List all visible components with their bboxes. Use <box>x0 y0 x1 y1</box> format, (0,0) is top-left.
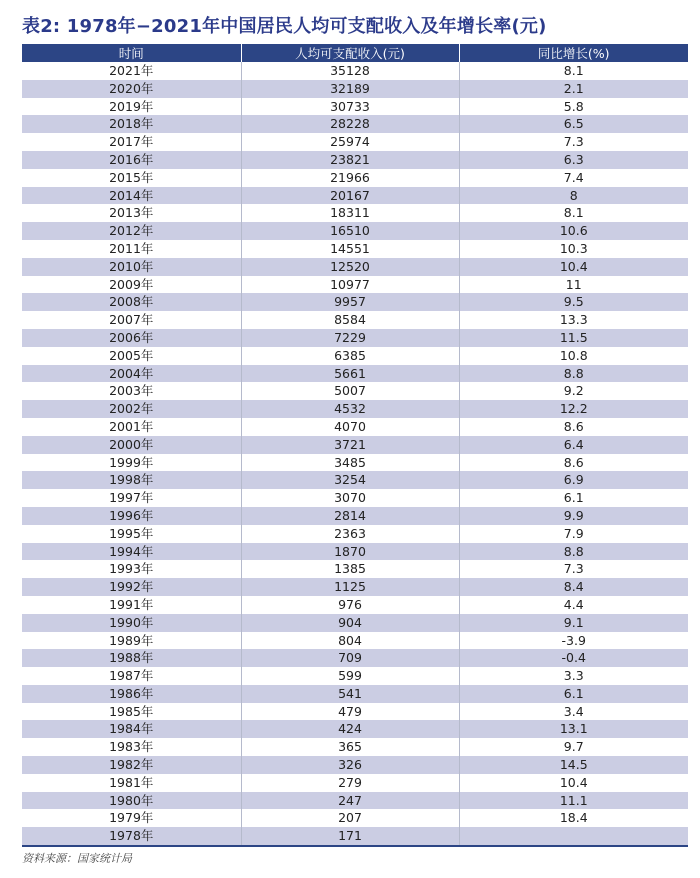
cell-growth: 11.5 <box>459 329 688 347</box>
table-row <box>22 720 688 738</box>
cell-income: 3721 <box>241 436 459 454</box>
cell-income: 3485 <box>241 454 459 472</box>
cell-growth: 6.5 <box>459 115 688 133</box>
cell-growth: -3.9 <box>459 632 688 650</box>
header-growth: 同比增长(%) <box>459 44 688 62</box>
cell-growth: 7.9 <box>459 525 688 543</box>
table-row <box>22 596 688 614</box>
cell-income: 479 <box>241 703 459 721</box>
cell-year: 1989年 <box>22 632 241 650</box>
table-row <box>22 685 688 703</box>
cell-year: 2008年 <box>22 293 241 311</box>
cell-growth: 8.8 <box>459 365 688 383</box>
cell-growth: 8.6 <box>459 418 688 436</box>
cell-year: 1999年 <box>22 454 241 472</box>
table-row <box>22 311 688 329</box>
cell-year: 2002年 <box>22 400 241 418</box>
table-row <box>22 738 688 756</box>
cell-year: 1994年 <box>22 543 241 561</box>
table-row <box>22 614 688 632</box>
cell-growth: 4.4 <box>459 596 688 614</box>
table-row <box>22 525 688 543</box>
header-year: 时间 <box>22 44 241 62</box>
table-row <box>22 667 688 685</box>
cell-growth: -0.4 <box>459 649 688 667</box>
cell-year: 2004年 <box>22 365 241 383</box>
cell-year: 1983年 <box>22 738 241 756</box>
cell-income: 279 <box>241 774 459 792</box>
table-row <box>22 151 688 169</box>
cell-year: 1981年 <box>22 774 241 792</box>
table-row <box>22 169 688 187</box>
cell-year: 1985年 <box>22 703 241 721</box>
cell-year: 2012年 <box>22 222 241 240</box>
cell-year: 2011年 <box>22 240 241 258</box>
cell-year: 2000年 <box>22 436 241 454</box>
table-row <box>22 133 688 151</box>
table-row <box>22 293 688 311</box>
table-body <box>22 62 688 846</box>
cell-growth: 11 <box>459 276 688 294</box>
cell-growth: 9.1 <box>459 614 688 632</box>
cell-year: 2007年 <box>22 311 241 329</box>
cell-year: 2020年 <box>22 80 241 98</box>
cell-growth: 9.5 <box>459 293 688 311</box>
table-header <box>22 44 688 62</box>
table-row <box>22 543 688 561</box>
cell-income: 35128 <box>241 62 459 80</box>
cell-income: 14551 <box>241 240 459 258</box>
table-row <box>22 471 688 489</box>
table-row <box>22 489 688 507</box>
table-row <box>22 507 688 525</box>
cell-year: 2014年 <box>22 187 241 205</box>
cell-year: 2005年 <box>22 347 241 365</box>
cell-year: 1982年 <box>22 756 241 774</box>
table-row <box>22 774 688 792</box>
table-row <box>22 115 688 133</box>
table-row <box>22 187 688 205</box>
cell-year: 1990年 <box>22 614 241 632</box>
cell-income: 709 <box>241 649 459 667</box>
cell-income: 976 <box>241 596 459 614</box>
cell-income: 6385 <box>241 347 459 365</box>
cell-growth: 10.6 <box>459 222 688 240</box>
cell-year: 1998年 <box>22 471 241 489</box>
table-row <box>22 258 688 276</box>
income-table <box>22 44 688 847</box>
table-row <box>22 703 688 721</box>
cell-growth: 8.8 <box>459 543 688 561</box>
cell-income: 3070 <box>241 489 459 507</box>
table-row <box>22 827 688 846</box>
table-row <box>22 347 688 365</box>
cell-year: 1988年 <box>22 649 241 667</box>
cell-income: 2814 <box>241 507 459 525</box>
cell-income: 23821 <box>241 151 459 169</box>
table-row <box>22 204 688 222</box>
cell-income: 18311 <box>241 204 459 222</box>
cell-year: 1987年 <box>22 667 241 685</box>
income-table-container <box>22 44 688 847</box>
cell-growth: 6.1 <box>459 489 688 507</box>
cell-income: 5007 <box>241 382 459 400</box>
cell-income: 30733 <box>241 98 459 116</box>
cell-income: 365 <box>241 738 459 756</box>
table-row <box>22 560 688 578</box>
table-row <box>22 276 688 294</box>
cell-year: 1984年 <box>22 720 241 738</box>
table-row <box>22 329 688 347</box>
cell-income: 4070 <box>241 418 459 436</box>
cell-year: 1993年 <box>22 560 241 578</box>
cell-growth: 6.1 <box>459 685 688 703</box>
cell-year: 1980年 <box>22 792 241 810</box>
cell-growth: 18.4 <box>459 809 688 827</box>
cell-income: 541 <box>241 685 459 703</box>
cell-year: 2015年 <box>22 169 241 187</box>
cell-growth: 3.3 <box>459 667 688 685</box>
cell-income: 21966 <box>241 169 459 187</box>
table-row <box>22 792 688 810</box>
cell-year: 2009年 <box>22 276 241 294</box>
cell-income: 28228 <box>241 115 459 133</box>
table-row <box>22 80 688 98</box>
cell-growth: 9.9 <box>459 507 688 525</box>
table-row <box>22 436 688 454</box>
table-row <box>22 756 688 774</box>
cell-growth: 5.8 <box>459 98 688 116</box>
cell-year: 2016年 <box>22 151 241 169</box>
table-row <box>22 240 688 258</box>
table-row <box>22 222 688 240</box>
cell-year: 2017年 <box>22 133 241 151</box>
header-row <box>22 44 688 62</box>
cell-growth: 9.2 <box>459 382 688 400</box>
table-row <box>22 649 688 667</box>
cell-growth: 11.1 <box>459 792 688 810</box>
cell-income: 16510 <box>241 222 459 240</box>
header-income: 人均可支配收入(元) <box>241 44 459 62</box>
cell-growth: 9.7 <box>459 738 688 756</box>
cell-year: 2018年 <box>22 115 241 133</box>
table-row <box>22 809 688 827</box>
cell-growth: 14.5 <box>459 756 688 774</box>
cell-growth: 10.4 <box>459 258 688 276</box>
cell-year: 2019年 <box>22 98 241 116</box>
cell-growth: 10.4 <box>459 774 688 792</box>
cell-income: 599 <box>241 667 459 685</box>
cell-growth: 8.1 <box>459 204 688 222</box>
cell-income: 424 <box>241 720 459 738</box>
cell-growth: 8.1 <box>459 62 688 80</box>
cell-growth: 6.3 <box>459 151 688 169</box>
cell-income: 5661 <box>241 365 459 383</box>
cell-income: 804 <box>241 632 459 650</box>
cell-growth: 13.3 <box>459 311 688 329</box>
table-row <box>22 418 688 436</box>
cell-year: 1995年 <box>22 525 241 543</box>
cell-growth: 6.9 <box>459 471 688 489</box>
cell-income: 171 <box>241 827 459 846</box>
cell-year: 1986年 <box>22 685 241 703</box>
cell-income: 207 <box>241 809 459 827</box>
cell-income: 3254 <box>241 471 459 489</box>
cell-income: 2363 <box>241 525 459 543</box>
cell-year: 2010年 <box>22 258 241 276</box>
cell-growth: 6.4 <box>459 436 688 454</box>
cell-year: 2006年 <box>22 329 241 347</box>
table-row <box>22 400 688 418</box>
cell-income: 1870 <box>241 543 459 561</box>
cell-income: 12520 <box>241 258 459 276</box>
cell-income: 10977 <box>241 276 459 294</box>
table-row <box>22 632 688 650</box>
cell-year: 1979年 <box>22 809 241 827</box>
cell-income: 1385 <box>241 560 459 578</box>
cell-growth: 8.4 <box>459 578 688 596</box>
cell-growth: 7.3 <box>459 560 688 578</box>
cell-income: 25974 <box>241 133 459 151</box>
cell-growth: 12.2 <box>459 400 688 418</box>
cell-growth: 8 <box>459 187 688 205</box>
table-title: 表2: 1978年−2021年中国居民人均可支配收入及年增长率(元) <box>22 16 547 37</box>
cell-year: 2003年 <box>22 382 241 400</box>
table-row <box>22 382 688 400</box>
cell-income: 1125 <box>241 578 459 596</box>
cell-growth: 8.6 <box>459 454 688 472</box>
cell-growth: 3.4 <box>459 703 688 721</box>
cell-income: 9957 <box>241 293 459 311</box>
cell-income: 326 <box>241 756 459 774</box>
source-note: 资料来源：国家统计局 <box>22 852 132 865</box>
cell-year: 1997年 <box>22 489 241 507</box>
table-row <box>22 454 688 472</box>
table-row <box>22 98 688 116</box>
cell-income: 8584 <box>241 311 459 329</box>
cell-growth: 10.8 <box>459 347 688 365</box>
cell-year: 2001年 <box>22 418 241 436</box>
cell-growth: 2.1 <box>459 80 688 98</box>
cell-income: 247 <box>241 792 459 810</box>
cell-growth: 7.4 <box>459 169 688 187</box>
table-row <box>22 62 688 80</box>
table-row <box>22 578 688 596</box>
cell-income: 904 <box>241 614 459 632</box>
cell-income: 7229 <box>241 329 459 347</box>
cell-year: 1996年 <box>22 507 241 525</box>
cell-year: 2013年 <box>22 204 241 222</box>
cell-growth <box>459 827 688 846</box>
table-row <box>22 365 688 383</box>
cell-growth: 7.3 <box>459 133 688 151</box>
cell-year: 1991年 <box>22 596 241 614</box>
cell-growth: 13.1 <box>459 720 688 738</box>
cell-income: 20167 <box>241 187 459 205</box>
cell-year: 1992年 <box>22 578 241 596</box>
cell-income: 4532 <box>241 400 459 418</box>
cell-year: 2021年 <box>22 62 241 80</box>
cell-income: 32189 <box>241 80 459 98</box>
cell-growth: 10.3 <box>459 240 688 258</box>
cell-year: 1978年 <box>22 827 241 846</box>
